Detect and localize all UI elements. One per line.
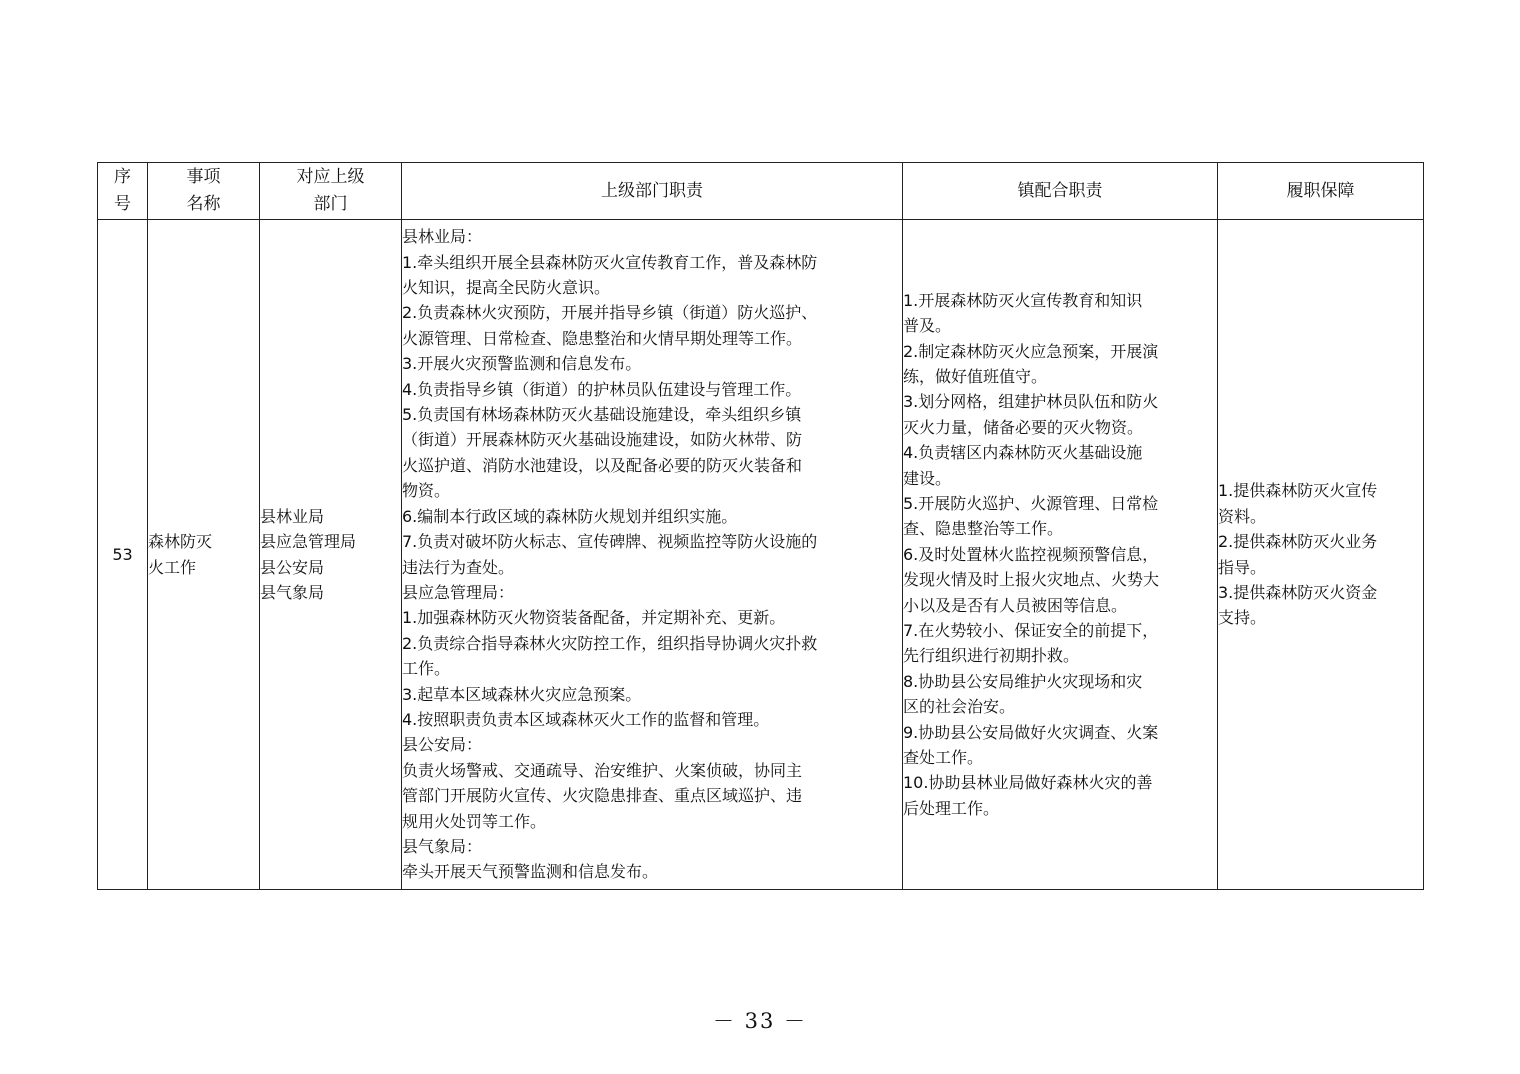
cell-item-name: 森林防灭 火工作	[148, 220, 260, 890]
duty-table	[97, 162, 1424, 890]
page-number: － 33 －	[712, 1009, 808, 1033]
header-town-duties: 镇配合职责	[903, 163, 1218, 220]
header-seq: 序 号	[98, 163, 148, 220]
table-body	[98, 220, 1424, 890]
table-header	[98, 163, 1424, 220]
cell-superior-duties: 县林业局： 1.牵头组织开展全县森林防灭火宣传教育工作，普及森林防 火知识，提高全民防火意识。 2.负责森林火灾预防，开展并指导乡镇（街道）防火巡护、 火源管理、日常检查、隐患整治和火情早期处理等工作。 3.开展火灾预警监测和信息发布。 4.负责指导乡镇（街道）的护林员队伍建设与管理工作。 5.负责国有林场森林防灭火基础设施建设，牵头组织乡镇 （街道）开展森林防灭火基础设施建设，如防火林带、防 火巡护道、消防水池建设，以及配备必要的防灭火装备和 物资。 6.编制本行政区域的森林防火规划并组织实施。 7.负责对破坏防火标志、宣传碑牌、视频监控等防火设施的 违法行为查处。 县应急管理局： 1.加强森林防灭火物资装备配备，并定期补充、更新。 2.负责综合指导森林火灾防控工作，组织指导协调火灾扑救 工作。 3.起草本区域森林火灾应急预案。 4.按照职责负责本区域森林灭火工作的监督和管理。 县公安局： 负责火场警戒、交通疏导、治安维护、火案侦破，协同主 管部门开展防火宣传、火灾隐患排查、重点区域巡护、违 规用火处罚等工作。 县气象局： 牵头开展天气预警监测和信息发布。	[402, 220, 903, 890]
header-row	[98, 163, 1424, 220]
cell-seq: 53	[98, 220, 148, 890]
cell-town-duties: 1.开展森林防灭火宣传教育和知识 普及。 2.制定森林防灭火应急预案，开展演 练，做好值班值守。 3.划分网格，组建护林员队伍和防火 灭火力量，储备必要的灭火物资。 4.负责辖区内森林防灭火基础设施 建设。 5.开展防火巡护、火源管理、日常检 查、隐患整治等工作。 6.及时处置林火监控视频预警信息， 发现火情及时上报火灾地点、火势大 小以及是否有人员被困等信息。 7.在火势较小、保证安全的前提下， 先行组织进行初期扑救。 8.协助县公安局维护火灾现场和灾 区的社会治安。 9.协助县公安局做好火灾调查、火案 查处工作。 10.协助县林业局做好森林火灾的善 后处理工作。	[903, 220, 1218, 890]
cell-superior-dept: 县林业局 县应急管理局 县公安局 县气象局	[260, 220, 402, 890]
table-row	[98, 220, 1424, 890]
header-item-name: 事项 名称	[148, 163, 260, 220]
header-superior-dept: 对应上级 部门	[260, 163, 402, 220]
header-guarantee: 履职保障	[1218, 163, 1424, 220]
cell-guarantee: 1.提供森林防灭火宣传 资料。 2.提供森林防灭火业务 指导。 3.提供森林防灭火资金 支持。	[1218, 220, 1424, 890]
header-superior-duties: 上级部门职责	[402, 163, 903, 220]
